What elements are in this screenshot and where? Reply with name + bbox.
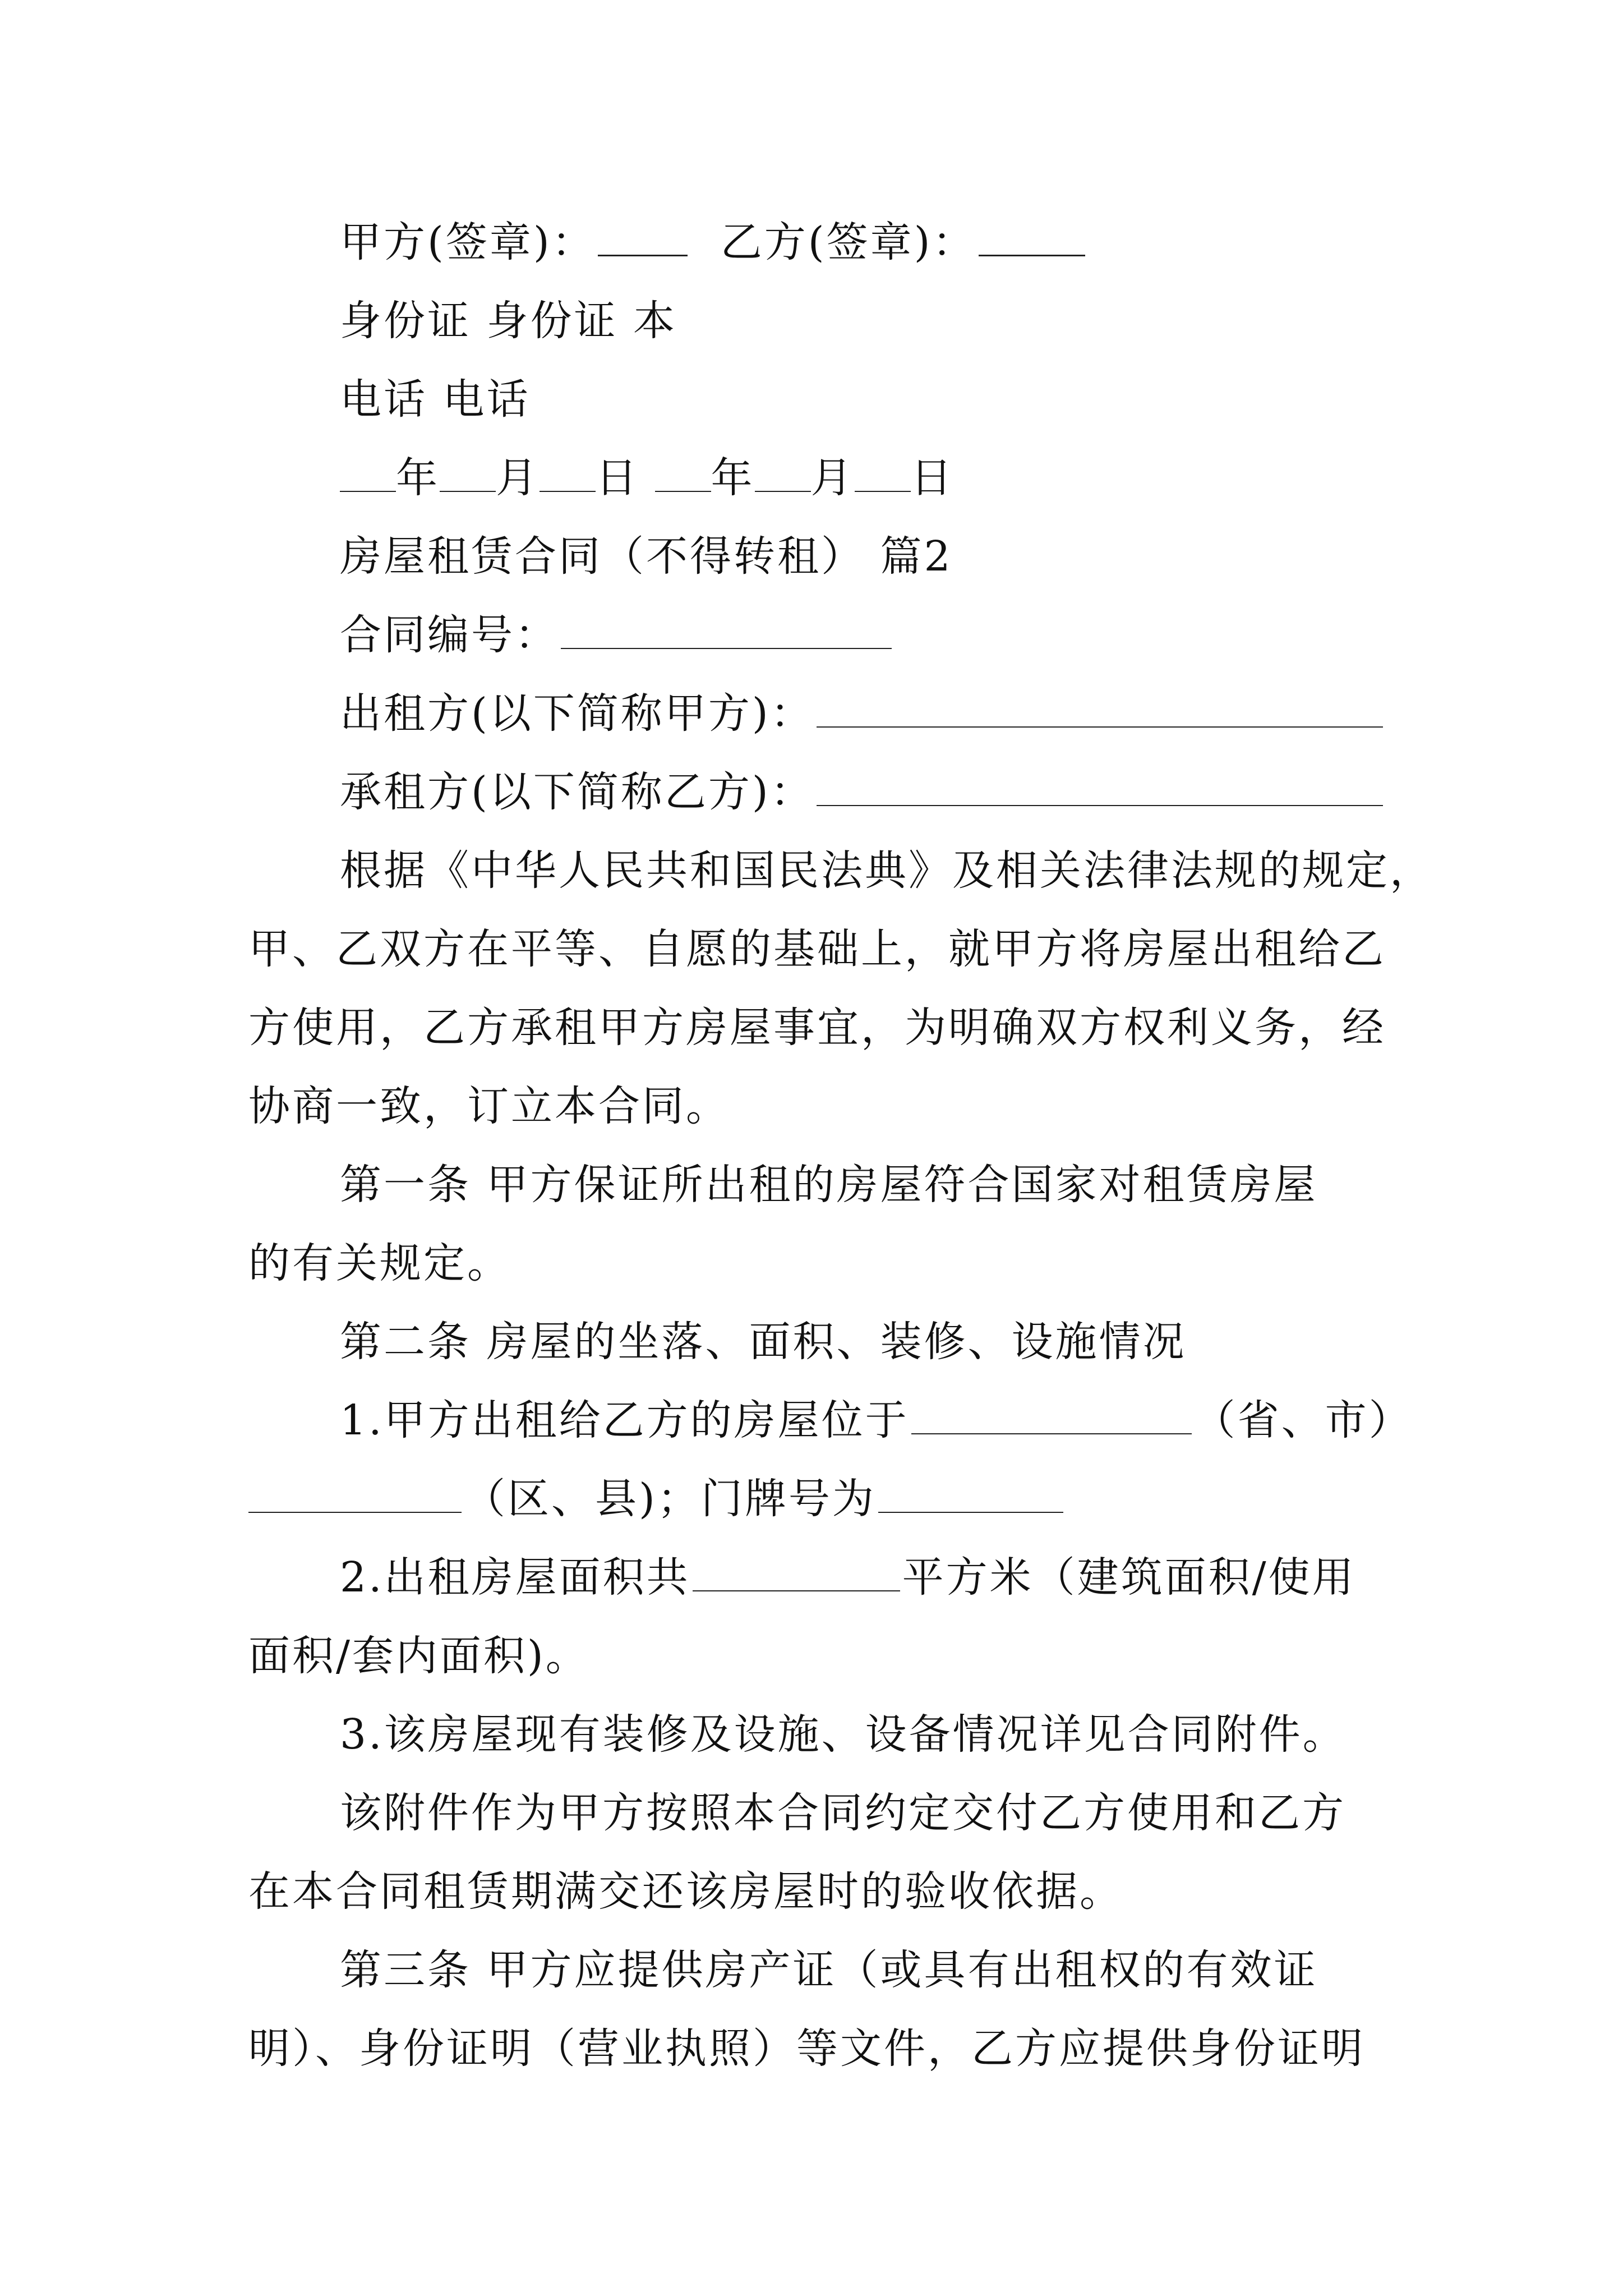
item1-label: 1.甲方出租给乙方的房屋位于 xyxy=(340,1396,909,1444)
item2-line xyxy=(248,1538,1393,1617)
year-blank xyxy=(340,456,396,492)
article1-line: 第一条 甲方保证所出租的房屋符合国家对租赁房屋 xyxy=(340,1161,1318,1209)
item1-line xyxy=(248,1460,1393,1538)
lessor-label: 出租方(以下简称甲方)： xyxy=(340,689,814,738)
contract-number-label: 合同编号： xyxy=(340,611,559,659)
article2-title: 第二条 房屋的坐落、面积、装修、设施情况 xyxy=(340,1318,1187,1366)
province-label: （省、市） xyxy=(1193,1396,1413,1444)
party-b-sign-blank xyxy=(979,220,1085,256)
article3-line: 明）、身份证明（营业执照）等文件，乙方应提供身份证明 xyxy=(248,2024,1365,2073)
district-blank xyxy=(248,1477,462,1513)
lessor-line xyxy=(248,674,1393,753)
month-label: 月 xyxy=(496,454,540,502)
lessee-line xyxy=(248,753,1393,831)
id-line-text: 身份证 身份证 本 xyxy=(340,297,677,345)
month-label: 月 xyxy=(810,454,855,502)
preamble-line: 根据《中华人民共和国民法典》及相关法律法规的规定， xyxy=(340,846,1433,895)
area-blank xyxy=(693,1556,900,1591)
lessor-blank xyxy=(817,692,1383,728)
preamble-line: 方使用，乙方承租甲方房屋事宜，为明确双方权利义务，经 xyxy=(248,1004,1386,1052)
day-label: 日 xyxy=(596,454,639,502)
id-line xyxy=(248,282,1393,360)
annex-line: 在本合同租赁期满交还该房屋时的验收依据。 xyxy=(248,1867,1123,1916)
date-line xyxy=(248,439,1393,517)
house-number-blank xyxy=(878,1477,1063,1513)
contract-title-text: 房屋租赁合同（不得转租） 篇2 xyxy=(340,532,953,581)
phone-line-text: 电话 电话 xyxy=(340,375,531,424)
year-label: 年 xyxy=(396,454,440,502)
area-unit-label: 平方米（建筑面积/使用 xyxy=(902,1553,1356,1602)
signature-line xyxy=(248,203,1393,282)
phone-line xyxy=(248,360,1393,439)
item2-line: 面积/套内面积)。 xyxy=(248,1632,589,1680)
day-label: 日 xyxy=(910,454,955,502)
day-blank xyxy=(855,456,911,492)
contract-title xyxy=(248,517,1393,596)
area-label: 2.出租房屋面积共 xyxy=(340,1553,690,1602)
article1-line: 的有关规定。 xyxy=(248,1239,511,1287)
item1-line xyxy=(248,1381,1413,1460)
party-a-sign-blank xyxy=(598,220,688,256)
lessee-label: 承租方(以下简称乙方)： xyxy=(340,768,814,816)
contract-number-line xyxy=(248,596,1393,674)
party-b-sign-label: 乙方(签章)： xyxy=(720,218,976,266)
month-blank xyxy=(755,456,811,492)
preamble-line: 协商一致，订立本合同。 xyxy=(248,1082,730,1130)
month-blank xyxy=(440,456,496,492)
district-label: （区、县)；门牌号为 xyxy=(464,1475,876,1523)
province-blank xyxy=(911,1398,1192,1434)
year-blank xyxy=(655,456,711,492)
item3-line: 3.该房屋现有装修及设施、设备情况详见合同附件。 xyxy=(340,1710,1347,1759)
preamble-line: 甲、乙双方在平等、自愿的基础上，就甲方将房屋出租给乙 xyxy=(248,925,1386,973)
contract-number-blank xyxy=(561,613,892,649)
party-a-sign-label: 甲方(签章)： xyxy=(340,218,596,266)
lessee-blank xyxy=(817,770,1383,806)
year-label: 年 xyxy=(711,454,755,502)
article3-line: 第三条 甲方应提供房产证（或具有出租权的有效证 xyxy=(340,1946,1318,1994)
day-blank xyxy=(540,456,596,492)
annex-line: 该附件作为甲方按照本合同约定交付乙方使用和乙方 xyxy=(340,1789,1346,1837)
document-body xyxy=(248,203,1433,2088)
